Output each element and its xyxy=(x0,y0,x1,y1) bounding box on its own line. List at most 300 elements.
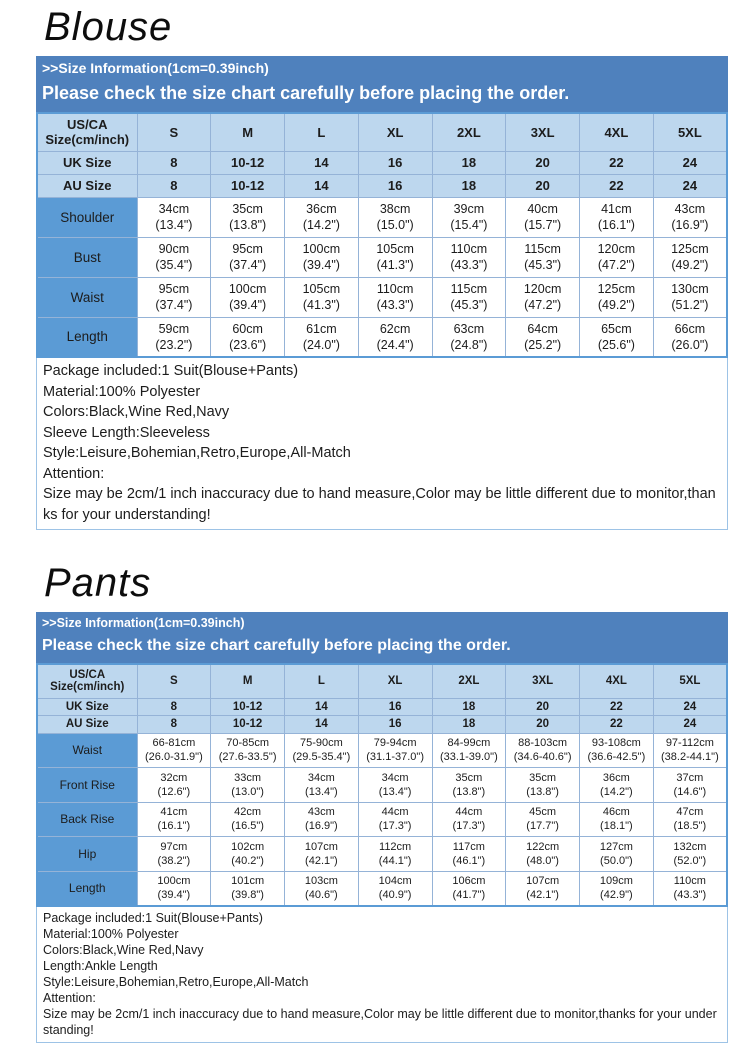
measurement-cell xyxy=(137,317,211,357)
note-line: Size may be 2cm/1 inch inaccuracy due to hand measure,Color may be little different due to monitor,thanks for your understanding! xyxy=(43,1006,717,1037)
measurement-cell xyxy=(506,317,580,357)
measurement-cell xyxy=(358,237,432,277)
measurement-inch-value: (25.2") xyxy=(524,337,562,352)
measurement-inch-value: (38.2-44.1") xyxy=(661,751,719,764)
measurement-inch-value: (39.4") xyxy=(157,889,191,901)
blouse-size-info-heading: >>Size Information(1cm=0.39inch) xyxy=(42,60,269,76)
size-value-cell: 8 xyxy=(137,151,211,174)
measurement-cm-value: 115cm xyxy=(450,282,488,296)
measurement-cm-value: 36cm xyxy=(602,771,630,784)
measurement-cm-value: 97cm xyxy=(160,840,188,853)
measurement-inch-value: (47.2") xyxy=(597,258,635,272)
measurement-inch-value: (45.3") xyxy=(450,298,488,312)
measurement-inch-value: (39.4") xyxy=(302,258,340,272)
measurement-inch-value: (40.6") xyxy=(305,889,338,901)
measurement-cm-value: 97-112cm xyxy=(665,737,714,750)
measurement-cm-value: 32cm xyxy=(160,771,188,784)
measurement-inch-value: (42.9") xyxy=(600,889,633,901)
measurement-label: Back Rise xyxy=(37,802,137,837)
measurement-cell xyxy=(580,768,654,803)
measurement-inch-value: (14.2") xyxy=(600,785,633,798)
measurement-inch-value: (43.3") xyxy=(673,889,707,901)
measurement-cell xyxy=(580,317,654,357)
measurement-inch-value: (15.0") xyxy=(376,218,414,232)
measurement-cell xyxy=(285,871,359,906)
measurement-inch-value: (12.6") xyxy=(157,785,191,798)
measurement-inch-value: (51.2") xyxy=(671,298,709,312)
size-value-cell: 8 xyxy=(137,716,211,734)
size-column-header: S xyxy=(137,664,211,698)
measurement-cm-value: 125cm xyxy=(597,282,636,296)
measurement-cm-value: 38cm xyxy=(379,202,411,216)
measurement-cm-value: 47cm xyxy=(676,806,704,819)
blouse-check-notice: Please check the size chart carefully before placing the order. xyxy=(42,83,570,103)
measurement-cm-value: 41cm xyxy=(601,202,632,216)
measurement-cell xyxy=(432,237,506,277)
measurement-cm-value: 35cm xyxy=(529,771,557,784)
size-column-header: M xyxy=(211,113,285,151)
measurement-cm-value: 63cm xyxy=(453,321,485,336)
measurement-inch-value: (45.3") xyxy=(524,258,562,272)
measurement-cell xyxy=(432,317,506,357)
measurement-cm-value: 65cm xyxy=(601,321,632,336)
measurement-cm-value: 107cm xyxy=(526,875,560,887)
size-system-header: US/CA Size(cm/inch) xyxy=(37,664,137,698)
measurement-inch-value: (26.0-31.9") xyxy=(145,751,203,764)
note-line: Colors:Black,Wine Red,Navy xyxy=(43,942,204,957)
measurement-cell xyxy=(358,733,432,768)
measurement-cm-value: 79-94cm xyxy=(373,737,417,750)
measurement-cell xyxy=(506,837,580,872)
measurement-cm-value: 101cm xyxy=(231,875,265,887)
measurement-cm-value: 42cm xyxy=(234,806,262,819)
size-value-cell: 20 xyxy=(506,174,580,197)
measurement-inch-value: (18.1") xyxy=(600,820,633,833)
measurement-cell xyxy=(506,802,580,837)
measurement-cell xyxy=(432,802,506,837)
measurement-label: Hip xyxy=(37,837,137,872)
measurement-cell xyxy=(211,768,285,803)
measurement-cell xyxy=(358,837,432,872)
measurement-cell xyxy=(211,802,285,837)
measurement-cm-value: 44cm xyxy=(455,806,483,819)
measurement-inch-value: (37.4") xyxy=(155,298,193,312)
size-value-cell: 18 xyxy=(432,698,506,716)
measurement-cell xyxy=(653,317,727,357)
measurement-inch-value: (17.3") xyxy=(452,820,486,833)
measurement-inch-value: (48.0") xyxy=(526,854,559,867)
measurement-cm-value: 100cm xyxy=(302,242,341,256)
measurement-cm-value: 93-108cm xyxy=(591,737,641,750)
size-header-row xyxy=(37,113,727,151)
pants-size-info-heading: >>Size Information(1cm=0.39inch) xyxy=(42,616,245,630)
measurement-cell xyxy=(653,237,727,277)
measurement-inch-value: (24.4") xyxy=(376,337,414,352)
measurement-cm-value: 37cm xyxy=(676,771,704,784)
measurement-cell xyxy=(358,317,432,357)
measurement-inch-value: (35.4") xyxy=(155,258,193,272)
measurement-inch-value: (47.2") xyxy=(524,298,562,312)
measurement-cell xyxy=(432,733,506,768)
measurement-cell xyxy=(285,802,359,837)
note-line: Attention: xyxy=(43,990,96,1005)
measurement-cell xyxy=(285,733,359,768)
pants-notes xyxy=(36,907,728,1043)
measurement-row xyxy=(37,197,727,237)
size-value-cell: 20 xyxy=(506,716,580,734)
measurement-inch-value: (42.1") xyxy=(305,854,338,867)
measurement-cm-value: 43cm xyxy=(307,806,335,819)
size-value-cell: 22 xyxy=(580,174,654,197)
measurement-row xyxy=(37,802,727,837)
size-value-cell: 16 xyxy=(358,174,432,197)
measurement-row xyxy=(37,871,727,906)
note-line: Attention: xyxy=(43,465,105,482)
measurement-inch-value: (13.4") xyxy=(155,218,193,232)
measurement-cm-value: 84-99cm xyxy=(447,737,491,750)
measurement-cm-value: 66-81cm xyxy=(152,737,196,750)
measurement-cell xyxy=(580,197,654,237)
size-column-header: S xyxy=(137,113,211,151)
size-value-cell: 18 xyxy=(432,716,506,734)
size-column-header: 4XL xyxy=(580,664,654,698)
blouse-size-info-banner xyxy=(36,56,728,112)
measurement-cell xyxy=(358,197,432,237)
measurement-inch-value: (16.1") xyxy=(157,820,191,833)
measurement-inch-value: (13.8") xyxy=(229,218,267,232)
measurement-cell xyxy=(580,277,654,317)
measurement-cell xyxy=(432,277,506,317)
measurement-inch-value: (39.4") xyxy=(229,298,267,312)
measurement-cell xyxy=(211,237,285,277)
measurement-cm-value: 34cm xyxy=(158,202,190,216)
measurement-inch-value: (23.2") xyxy=(155,337,193,352)
measurement-inch-value: (25.6") xyxy=(597,337,635,352)
measurement-cm-value: 127cm xyxy=(599,840,633,853)
size-value-cell: 14 xyxy=(285,151,359,174)
measurement-inch-value: (49.2") xyxy=(671,258,709,272)
measurement-cell xyxy=(137,768,211,803)
note-line: Sleeve Length:Sleeveless xyxy=(43,424,210,441)
measurement-cell xyxy=(137,837,211,872)
measurement-cell xyxy=(285,237,359,277)
measurement-inch-value: (17.7") xyxy=(526,820,559,833)
measurement-cm-value: 75-90cm xyxy=(299,737,343,750)
measurement-inch-value: (13.0") xyxy=(231,785,264,798)
measurement-cell xyxy=(653,733,727,768)
measurement-inch-value: (41.7") xyxy=(452,889,486,901)
measurement-cell xyxy=(137,277,211,317)
measurement-inch-value: (40.9") xyxy=(378,889,412,901)
size-conversion-row xyxy=(37,151,727,174)
size-row-label: AU Size xyxy=(37,174,137,197)
measurement-cm-value: 43cm xyxy=(674,202,706,216)
size-value-cell: 20 xyxy=(506,151,580,174)
pants-check-notice: Please check the size chart carefully before placing the order. xyxy=(42,637,511,654)
measurement-cm-value: 90cm xyxy=(158,242,190,256)
size-row-label: AU Size xyxy=(37,716,137,734)
size-column-header: 5XL xyxy=(653,664,727,698)
measurement-row xyxy=(37,277,727,317)
size-value-cell: 16 xyxy=(358,151,432,174)
size-column-header: XL xyxy=(358,113,432,151)
measurement-cell xyxy=(506,733,580,768)
measurement-inch-value: (16.5") xyxy=(231,820,264,833)
size-row-label: UK Size xyxy=(37,151,137,174)
size-value-cell: 8 xyxy=(137,174,211,197)
size-value-cell: 10-12 xyxy=(211,716,285,734)
measurement-inch-value: (27.6-33.5") xyxy=(218,751,277,764)
note-line: Style:Leisure,Bohemian,Retro,Europe,All-Match xyxy=(43,445,351,461)
measurement-inch-value: (15.7") xyxy=(524,218,562,232)
measurement-cell xyxy=(211,277,285,317)
size-column-header: 4XL xyxy=(580,113,654,151)
measurement-cm-value: 34cm xyxy=(381,771,409,784)
size-value-cell: 22 xyxy=(580,698,654,716)
measurement-cm-value: 35cm xyxy=(232,202,263,216)
measurement-label: Shoulder xyxy=(37,197,137,237)
measurement-cm-value: 110cm xyxy=(376,282,414,296)
size-value-cell: 10-12 xyxy=(211,698,285,716)
measurement-inch-value: (39.8") xyxy=(231,889,264,901)
measurement-cm-value: 115cm xyxy=(524,242,561,256)
measurement-cm-value: 95cm xyxy=(232,242,263,256)
measurement-cm-value: 35cm xyxy=(455,771,483,784)
measurement-cell xyxy=(653,197,727,237)
measurement-cm-value: 33cm xyxy=(234,771,262,784)
measurement-cell xyxy=(506,197,580,237)
size-value-cell: 18 xyxy=(432,151,506,174)
measurement-cell xyxy=(211,733,285,768)
measurement-inch-value: (37.4") xyxy=(229,258,267,272)
measurement-cm-value: 102cm xyxy=(231,840,265,853)
measurement-inch-value: (16.9") xyxy=(305,820,338,833)
note-line: Style:Leisure,Bohemian,Retro,Europe,All-Match xyxy=(43,974,309,989)
measurement-cell xyxy=(285,277,359,317)
measurement-cell xyxy=(432,837,506,872)
note-line: Colors:Black,Wine Red,Navy xyxy=(43,404,230,420)
measurement-inch-value: (36.6-42.5") xyxy=(587,751,646,764)
size-conversion-row xyxy=(37,174,727,197)
measurement-cell xyxy=(211,871,285,906)
size-value-cell: 14 xyxy=(285,174,359,197)
measurement-cell xyxy=(211,837,285,872)
measurement-cell xyxy=(358,277,432,317)
measurement-label: Bust xyxy=(37,237,137,277)
measurement-cell xyxy=(653,802,727,837)
measurement-inch-value: (46.1") xyxy=(452,854,486,867)
measurement-cm-value: 110cm xyxy=(450,242,488,256)
measurement-cm-value: 46cm xyxy=(602,806,630,819)
size-column-header: L xyxy=(285,664,359,698)
size-column-header: 3XL xyxy=(506,113,580,151)
size-column-header: 2XL xyxy=(432,664,506,698)
measurement-cell xyxy=(653,837,727,872)
measurement-inch-value: (50.0") xyxy=(600,854,633,867)
measurement-label: Length xyxy=(37,317,137,357)
measurement-cm-value: 100cm xyxy=(157,875,191,887)
measurement-cell xyxy=(580,871,654,906)
measurement-cm-value: 66cm xyxy=(674,321,706,336)
measurement-cell xyxy=(580,802,654,837)
size-column-header: 3XL xyxy=(506,664,580,698)
pants-table-body xyxy=(37,698,727,906)
measurement-inch-value: (52.0") xyxy=(673,854,707,867)
size-value-cell: 24 xyxy=(653,151,727,174)
measurement-cell xyxy=(432,197,506,237)
size-conversion-row xyxy=(37,716,727,734)
size-value-cell: 16 xyxy=(358,716,432,734)
size-value-cell: 14 xyxy=(285,716,359,734)
measurement-cell xyxy=(580,733,654,768)
measurement-cell xyxy=(580,837,654,872)
measurement-cm-value: 39cm xyxy=(453,202,485,216)
measurement-inch-value: (13.4") xyxy=(305,785,338,798)
measurement-cm-value: 45cm xyxy=(529,806,557,819)
measurement-cm-value: 105cm xyxy=(376,242,414,256)
measurement-cell xyxy=(580,237,654,277)
measurement-inch-value: (15.4") xyxy=(450,218,488,232)
measurement-inch-value: (24.8") xyxy=(450,337,488,352)
measurement-inch-value: (34.6-40.6") xyxy=(513,751,572,764)
measurement-inch-value: (14.6") xyxy=(673,785,707,798)
size-value-cell: 8 xyxy=(137,698,211,716)
measurement-cm-value: 64cm xyxy=(527,321,558,336)
blouse-notes xyxy=(36,358,728,530)
blouse-title: Blouse xyxy=(44,5,173,49)
measurement-inch-value: (49.2") xyxy=(597,298,635,312)
size-value-cell: 10-12 xyxy=(211,151,285,174)
measurement-label: Waist xyxy=(37,277,137,317)
measurement-inch-value: (42.1") xyxy=(526,889,559,901)
measurement-inch-value: (41.3") xyxy=(376,258,414,272)
measurement-cm-value: 117cm xyxy=(452,840,485,853)
measurement-inch-value: (23.6") xyxy=(229,337,267,352)
measurement-cm-value: 62cm xyxy=(379,321,411,336)
measurement-cm-value: 40cm xyxy=(527,202,558,216)
measurement-cell xyxy=(137,871,211,906)
measurement-row xyxy=(37,733,727,768)
measurement-row xyxy=(37,837,727,872)
measurement-inch-value: (13.4") xyxy=(378,785,412,798)
measurement-cm-value: 103cm xyxy=(304,875,338,887)
measurement-cell xyxy=(137,802,211,837)
measurement-cm-value: 41cm xyxy=(160,806,188,819)
measurement-cell xyxy=(211,317,285,357)
measurement-cm-value: 109cm xyxy=(599,875,633,887)
size-value-cell: 24 xyxy=(653,174,727,197)
measurement-inch-value: (26.0") xyxy=(671,337,709,352)
size-column-header: 5XL xyxy=(653,113,727,151)
measurement-cm-value: 104cm xyxy=(378,875,412,887)
measurement-cm-value: 106cm xyxy=(452,875,486,887)
pants-size-info-banner xyxy=(36,612,728,663)
measurement-label: Waist xyxy=(37,733,137,768)
measurement-cm-value: 125cm xyxy=(671,242,709,256)
measurement-cell xyxy=(506,277,580,317)
measurement-cell xyxy=(506,237,580,277)
measurement-inch-value: (31.1-37.0") xyxy=(366,751,424,764)
measurement-inch-value: (43.3") xyxy=(450,258,488,272)
measurement-inch-value: (13.8") xyxy=(526,785,559,798)
measurement-cell xyxy=(137,197,211,237)
measurement-cm-value: 95cm xyxy=(158,282,190,296)
measurement-row xyxy=(37,317,727,357)
measurement-cm-value: 70-85cm xyxy=(226,737,270,750)
measurement-cm-value: 34cm xyxy=(307,771,335,784)
pants-size-table xyxy=(36,663,728,907)
size-header-row xyxy=(37,664,727,698)
size-row-label: UK Size xyxy=(37,698,137,716)
measurement-inch-value: (41.3") xyxy=(302,298,340,312)
measurement-cm-value: 88-103cm xyxy=(518,737,568,750)
size-value-cell: 16 xyxy=(358,698,432,716)
measurement-cell xyxy=(506,871,580,906)
size-value-cell: 10-12 xyxy=(211,174,285,197)
measurement-cm-value: 132cm xyxy=(673,840,707,853)
size-system-header: US/CA Size(cm/inch) xyxy=(37,113,137,151)
measurement-cell xyxy=(285,768,359,803)
note-line: Size may be 2cm/1 inch inaccuracy due to hand measure,Color may be little different due to monitor,thanks for your understanding! xyxy=(43,486,716,523)
measurement-cell xyxy=(358,871,432,906)
measurement-cell xyxy=(358,802,432,837)
size-value-cell: 24 xyxy=(653,716,727,734)
measurement-cm-value: 36cm xyxy=(306,202,337,216)
measurement-inch-value: (18.5") xyxy=(673,820,707,833)
size-value-cell: 24 xyxy=(653,698,727,716)
measurement-inch-value: (13.8") xyxy=(452,785,486,798)
measurement-cell xyxy=(137,733,211,768)
measurement-cm-value: 120cm xyxy=(523,282,562,296)
size-value-cell: 18 xyxy=(432,174,506,197)
measurement-inch-value: (16.9") xyxy=(671,218,709,232)
size-value-cell: 20 xyxy=(506,698,580,716)
measurement-row xyxy=(37,768,727,803)
size-value-cell: 22 xyxy=(580,151,654,174)
note-line: Length:Ankle Length xyxy=(43,958,158,973)
note-line: Material:100% Polyester xyxy=(43,383,201,400)
measurement-label: Front Rise xyxy=(37,768,137,803)
measurement-cell xyxy=(653,768,727,803)
measurement-row xyxy=(37,237,727,277)
measurement-cm-value: 61cm xyxy=(306,321,337,336)
measurement-inch-value: (17.3") xyxy=(378,820,412,833)
measurement-inch-value: (24.0") xyxy=(302,337,340,352)
measurement-cell xyxy=(285,837,359,872)
size-column-header: XL xyxy=(358,664,432,698)
measurement-cell xyxy=(432,768,506,803)
measurement-cm-value: 122cm xyxy=(526,840,560,853)
measurement-label: Length xyxy=(37,871,137,906)
note-line: Package included:1 Suit(Blouse+Pants) xyxy=(43,363,299,379)
measurement-cell xyxy=(285,197,359,237)
size-column-header: M xyxy=(211,664,285,698)
measurement-cell xyxy=(653,277,727,317)
measurement-inch-value: (40.2") xyxy=(231,854,264,867)
measurement-inch-value: (43.3") xyxy=(376,298,414,312)
pants-section xyxy=(0,530,750,1043)
measurement-cell xyxy=(432,871,506,906)
blouse-table-header xyxy=(37,113,727,151)
blouse-size-table xyxy=(36,112,728,358)
pants-title: Pants xyxy=(44,561,152,605)
measurement-cell xyxy=(358,768,432,803)
measurement-inch-value: (16.1") xyxy=(597,218,635,232)
measurement-cm-value: 130cm xyxy=(671,282,709,296)
measurement-cm-value: 44cm xyxy=(381,806,409,819)
measurement-cm-value: 120cm xyxy=(597,242,636,256)
measurement-inch-value: (14.2") xyxy=(302,218,340,232)
